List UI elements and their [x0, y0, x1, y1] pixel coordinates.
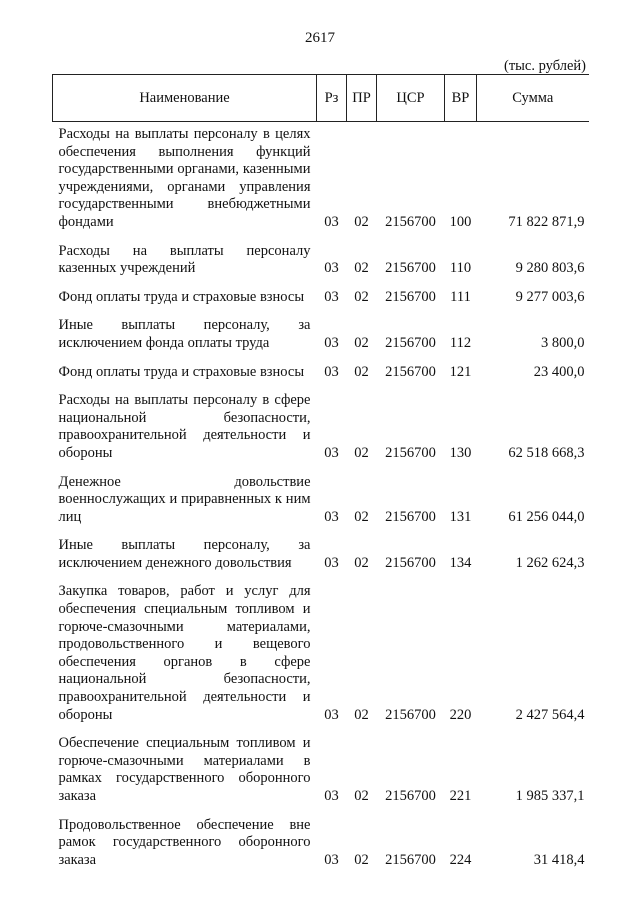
row-rz: 03	[324, 444, 339, 461]
budget-table	[52, 74, 589, 876]
table-row	[53, 122, 589, 239]
row-rz: 03	[324, 851, 339, 868]
row-csr: 2156700	[385, 706, 436, 723]
row-name: Иные выплаты персоналу, за исключением денежного довольствия	[58, 537, 311, 571]
row-sum: 1 262 624,3	[515, 554, 585, 571]
table-header-row	[53, 75, 589, 122]
row-sum: 23 400,0	[533, 363, 585, 380]
header-rz: Рз	[317, 75, 347, 122]
row-csr: 2156700	[385, 554, 436, 571]
row-csr: 2156700	[385, 260, 436, 277]
row-vr: 224	[449, 851, 472, 868]
row-sum: 9 280 803,6	[515, 260, 585, 277]
row-rz: 03	[324, 260, 339, 277]
row-sum: 2 427 564,4	[515, 706, 585, 723]
row-pr: 02	[354, 260, 369, 277]
row-vr: 130	[449, 444, 472, 461]
row-pr: 02	[354, 444, 369, 461]
row-csr: 2156700	[385, 334, 436, 351]
row-name: Расходы на выплаты персоналу в сфере национальной безопасности, правоохранительной деятельности и обороны	[58, 392, 311, 461]
row-sum: 31 418,4	[533, 851, 585, 868]
row-pr: 02	[354, 706, 369, 723]
row-pr: 02	[354, 288, 369, 305]
row-vr: 131	[449, 508, 472, 525]
row-pr: 02	[354, 334, 369, 351]
row-rz: 03	[324, 508, 339, 525]
row-rz: 03	[324, 213, 339, 230]
header-sum: Сумма	[477, 75, 589, 122]
row-vr: 100	[449, 213, 472, 230]
row-name: Расходы на выплаты персоналу казенных учреждений	[58, 242, 311, 277]
row-rz: 03	[324, 554, 339, 571]
table-row	[53, 731, 589, 812]
row-vr: 112	[449, 334, 472, 351]
header-name: Наименование	[53, 75, 317, 122]
header-pr: ПР	[347, 75, 377, 122]
row-name: Фонд оплаты труда и страховые взносы	[58, 288, 305, 305]
row-vr: 134	[449, 554, 472, 571]
row-vr: 220	[449, 706, 472, 723]
row-pr: 02	[354, 851, 369, 868]
row-name: Фонд оплаты труда и страховые взносы	[58, 363, 305, 380]
table-row	[53, 470, 589, 534]
table-row	[53, 579, 589, 731]
row-sum: 1 985 337,1	[515, 788, 585, 804]
row-name: Продовольственное обеспечение вне рамок государственного оборонного заказа	[58, 816, 311, 868]
row-sum: 61 256 044,0	[508, 508, 585, 525]
row-pr: 02	[354, 508, 369, 525]
row-pr: 02	[354, 213, 369, 230]
row-sum: 71 822 871,9	[508, 213, 585, 230]
row-csr: 2156700	[385, 363, 436, 380]
row-pr: 02	[354, 554, 369, 571]
table-row	[53, 313, 589, 359]
row-csr: 2156700	[385, 213, 436, 230]
row-csr: 2156700	[385, 508, 436, 525]
row-pr: 02	[354, 363, 369, 380]
row-csr: 2156700	[385, 288, 436, 305]
row-rz: 03	[324, 288, 339, 305]
units-label: (тыс. рублей)	[504, 58, 586, 74]
row-csr: 2156700	[385, 788, 436, 804]
row-csr: 2156700	[385, 851, 436, 868]
table-row	[53, 533, 589, 579]
table-row	[53, 360, 589, 389]
table-row	[53, 239, 589, 285]
row-name: Обеспечение специальным топливом и горюче-смазочными материалами в рамках государственного оборонного заказа	[58, 735, 311, 804]
table-row	[53, 285, 589, 314]
row-rz: 03	[324, 363, 339, 380]
row-vr: 110	[449, 260, 472, 277]
row-csr: 2156700	[385, 444, 436, 461]
row-sum: 9 277 003,6	[515, 288, 585, 305]
row-name: Расходы на выплаты персоналу в целях обеспечения выполнения функций государственными органами, казенными учреждениями, органами управления государственными внебюджетными фондами	[58, 126, 311, 230]
page-number: 2617	[305, 30, 335, 46]
row-name: Денежное довольствие военнослужащих и приравненных к ним лиц	[58, 473, 311, 525]
header-csr: ЦСР	[377, 75, 445, 122]
table-row	[53, 813, 589, 877]
row-rz: 03	[324, 334, 339, 351]
row-sum: 62 518 668,3	[508, 444, 585, 461]
row-name: Закупка товаров, работ и услуг для обеспечения специальным топливом и горюче-смазочными материалами, продовольственного и вещевого обеспечения органов в сфере национальной безопасности, правоохранительной деятельности и обороны	[58, 583, 311, 723]
header-vr: ВР	[445, 75, 477, 122]
row-vr: 221	[449, 788, 472, 804]
row-vr: 121	[449, 363, 472, 380]
row-vr: 111	[450, 288, 471, 305]
row-rz: 03	[324, 788, 339, 804]
row-rz: 03	[324, 706, 339, 723]
row-sum: 3 800,0	[541, 334, 585, 351]
table-row	[53, 388, 589, 469]
row-name: Иные выплаты персоналу, за исключением фонда оплаты труда	[58, 317, 311, 351]
row-pr: 02	[354, 788, 369, 804]
